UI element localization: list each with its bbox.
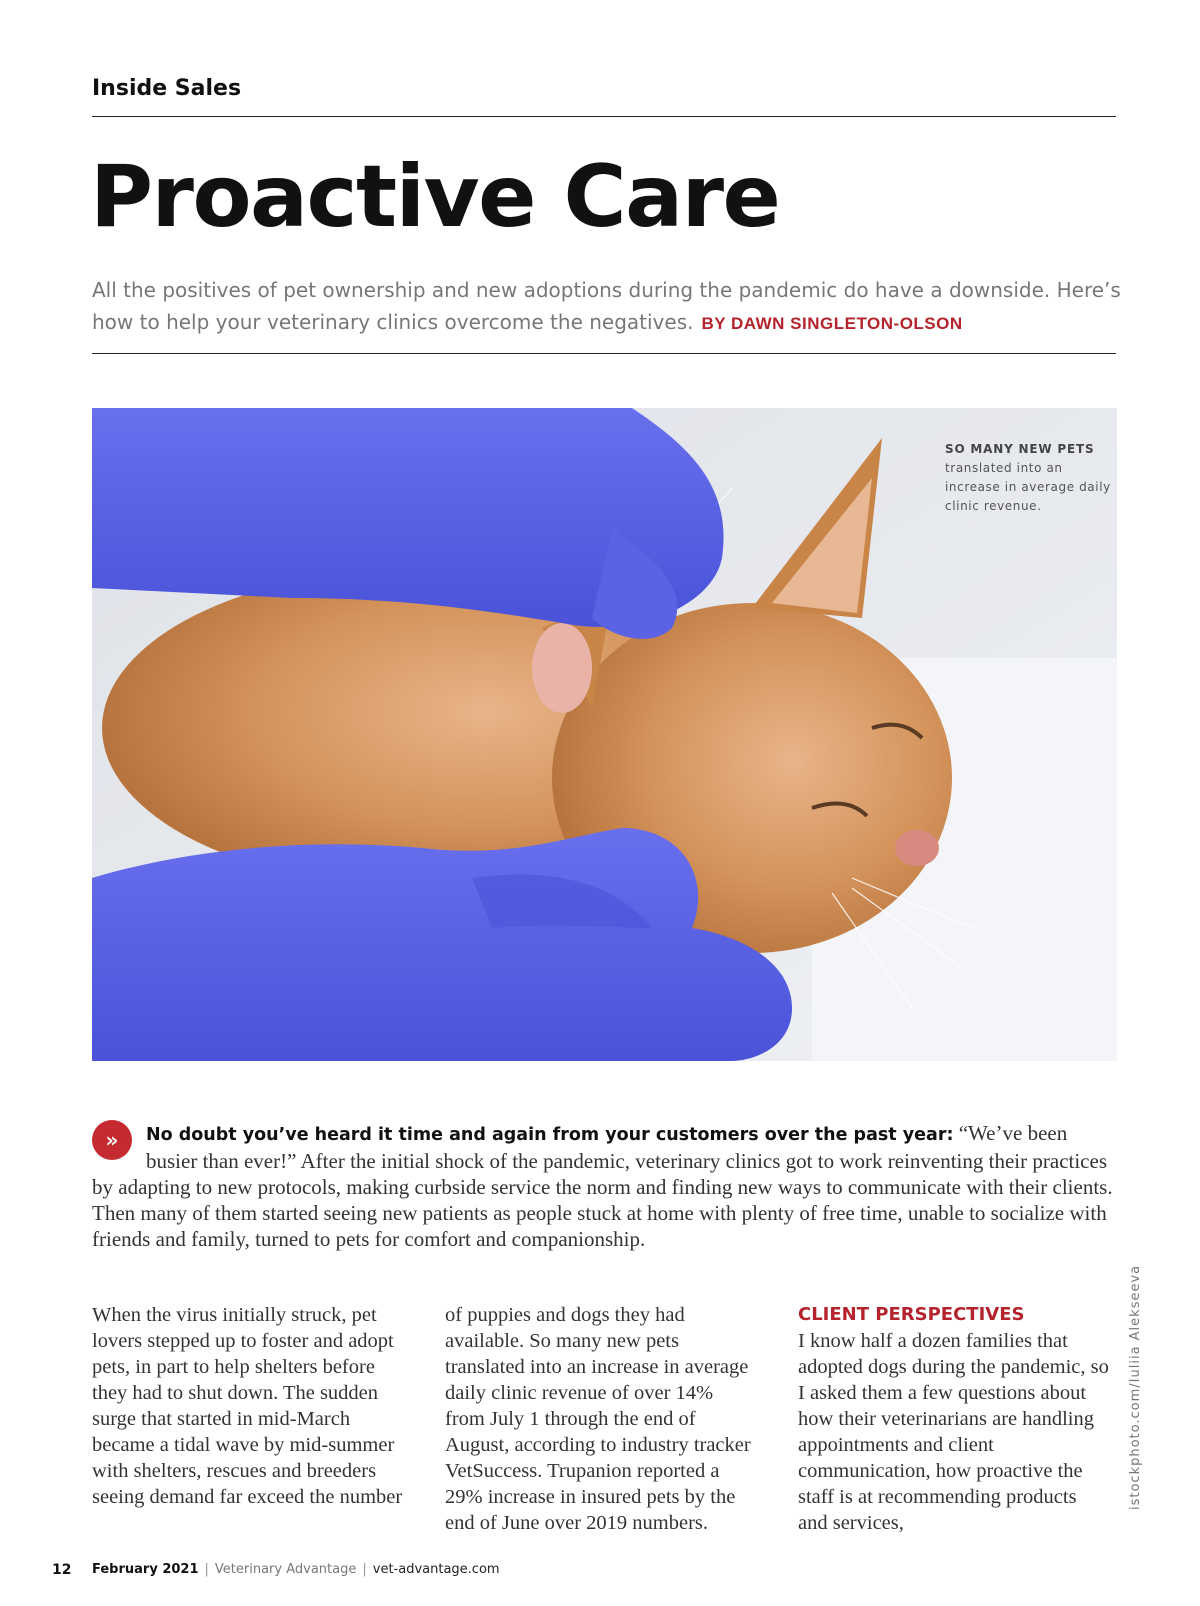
caption-head: SO MANY NEW PETS [945, 442, 1095, 456]
page-number: 12 [52, 1562, 72, 1578]
column-3-text: I know half a dozen families that adopted dogs during the pandemic, so I asked them a few questions about how their veterinarians are handling appointments and client communication, how proactive the staff is at recommending products and services, [798, 1330, 1109, 1534]
dek-text: All the positives of pet ownership and new adoptions during the pandemic do have a downside. Here’s how to help your veterinary clinics overcome the negatives. [92, 278, 1121, 334]
bottom-glove [92, 828, 792, 1061]
section-label: Inside Sales [92, 76, 242, 101]
header-rule [92, 353, 1116, 354]
photo-caption [945, 440, 1115, 516]
body-column-2: of puppies and dogs they had available. So many new pets translated into an increase in average daily clinic revenue of over 14% from July 1 through the end of August, according to industry tracker VetSuccess. Trupanion reported a 29% increase in insured pets by the end of June over 2019 numbers. [445, 1304, 751, 1534]
byline: BY DAWN SINGLETON-OLSON [701, 314, 963, 333]
lead-paragraph [92, 1120, 1122, 1252]
caption-body: translated into an increase in average daily clinic revenue. [945, 461, 1111, 513]
footer: February 2021 | Veterinary Advantage | vet-advantage.com [92, 1562, 500, 1577]
body-column-1: When the virus initially struck, pet lovers stepped up to foster and adopt pets, in part to help shelters before they had to shut down. The sudden surge that started in mid-March became a tidal wave by mid-summer with shelters, rescues and breeders seeing demand far exceed the number [92, 1304, 403, 1508]
article-dek [92, 274, 1122, 340]
footer-publication: Veterinary Advantage [214, 1562, 357, 1577]
photo-credit: istockphoto.com/Iuliia Alekseeva [1128, 1264, 1143, 1510]
footer-date: February 2021 [92, 1562, 199, 1577]
lead-text: “We’ve been busier than ever!” After the initial shock of the pandemic, veterinary clinics got to work reinventing their practices by adapting to new protocols, making curbside service the norm and finding new ways to communicate with their clients. Then many of them started seeing new patients as people stuck at home with plenty of free time, unable to socialize with friends and family, turned to pets for comfort and companionship. [92, 1121, 1113, 1251]
footer-url: vet-advantage.com [372, 1562, 500, 1577]
cat-nose [895, 830, 939, 866]
top-rule [92, 116, 1116, 117]
lead-bold-text: No doubt you’ve heard it time and again from your customers over the past year: [146, 1125, 954, 1145]
article-title: Proactive Care [90, 147, 780, 247]
double-chevron-right-icon: » [92, 1120, 132, 1160]
subhead-client-perspectives: CLIENT PERSPECTIVES [798, 1304, 1025, 1325]
body-column-3 [798, 1302, 1110, 1536]
